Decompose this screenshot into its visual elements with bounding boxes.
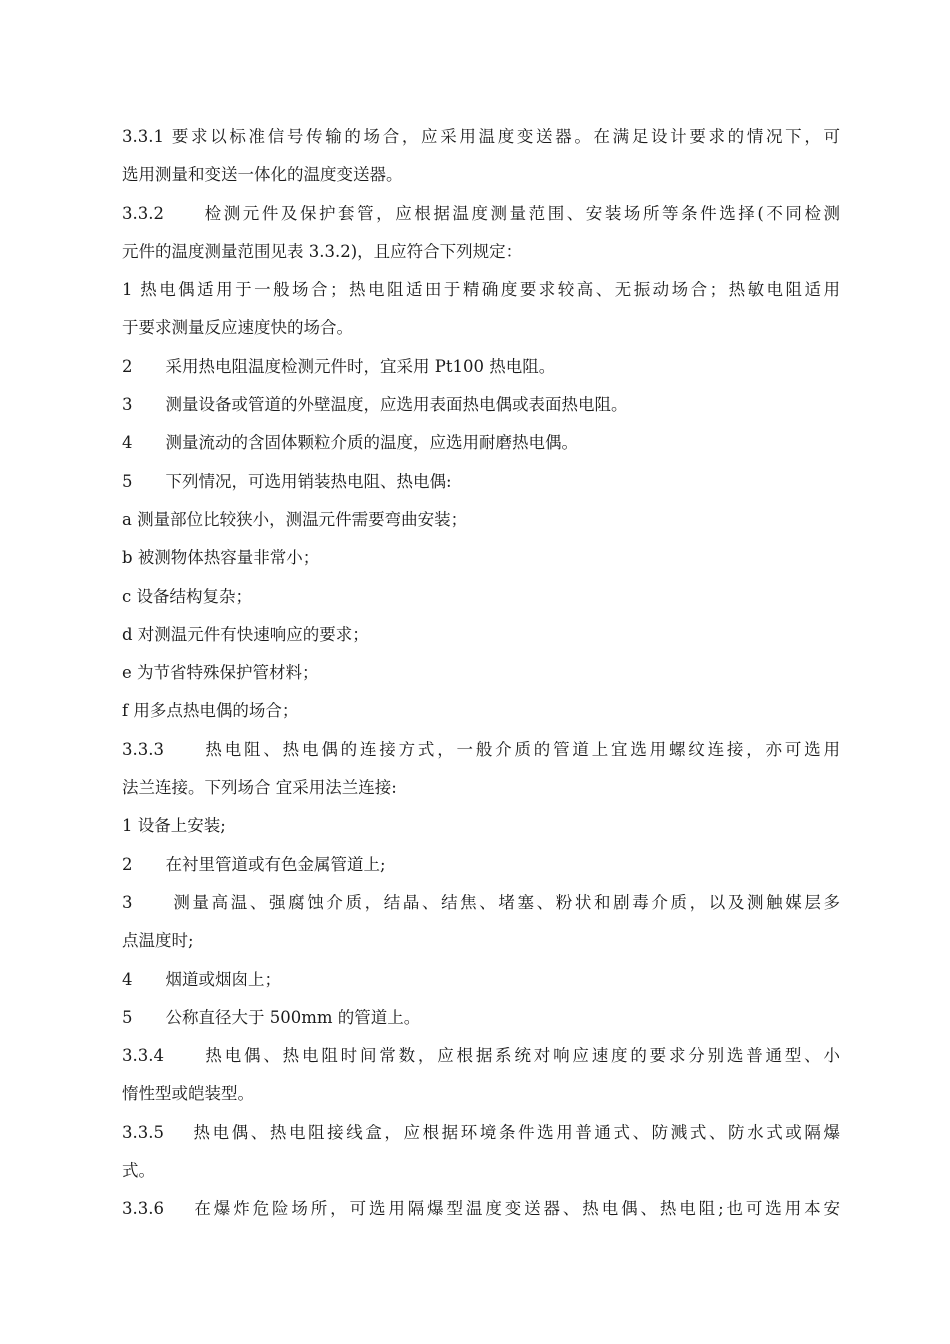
text-line: d 对测温元件有快速响应的要求； (122, 624, 369, 644)
text-line: 3 测量高温、强腐蚀介质，结晶、结焦、堵塞、粉状和剧毒介质，以及测触媒层多 (122, 892, 840, 912)
text-line: 3.3.4 热电偶、热电阻时间常数，应根据系统对响应速度的要求分别选普通型、小 (122, 1046, 840, 1066)
text-line: b 被测物体热容量非常小； (122, 548, 320, 568)
text-line: 元件的温度测量范围见表 3.3.2)，且应符合下列规定： (122, 241, 523, 261)
text-line: 1 热电偶适用于一般场合；热电阻适田于精确度要求较高、无振动场合；热敏电阻适用 (122, 280, 840, 300)
text-line: 2 采用热电阻温度检测元件时，宜采用 Pt100 热电阻。 (122, 356, 556, 376)
text-line: 惰性型或皑装型。 (122, 1084, 254, 1104)
text-line: 4 测量流动的含固体颗粒介质的温度，应选用耐磨热电偶。 (122, 433, 578, 453)
text-line: 2 在衬里管道或有色金属管道上; (122, 854, 386, 874)
text-line: 3.3.2 检测元件及保护套管，应根据温度测量范围、安装场所等条件选择(不同检测 (122, 203, 840, 223)
text-line: c 设备结构复杂； (122, 586, 252, 606)
text-line: 式。 (122, 1161, 155, 1181)
text-line: 3 测量设备或管道的外壁温度，应选用表面热电偶或表面热电阻。 (122, 395, 628, 415)
text-line: a 测量部位比较狭小，测温元件需要弯曲安装； (122, 509, 468, 529)
text-line: 5 公称直径大于 500mm 的管道上。 (122, 1007, 421, 1027)
text-line: 3.3.1 要求以标准信号传输的场合，应采用温度变送器。在满足设计要求的情况下，可 (122, 127, 840, 146)
text-line: 3.3.6 在爆炸危险场所，可选用隔爆型温度变送器、热电偶、热电阻;也可选用本安 (122, 1199, 840, 1219)
text-line: 4 烟道或烟囱上； (122, 969, 281, 989)
text-line: 3.3.5 热电偶、热电阻接线盒，应根据环境条件选用普通式、防溅式、防水式或隔爆 (122, 1122, 840, 1142)
document-body (122, 118, 840, 1229)
text-line: e 为节省特殊保护管材料； (122, 663, 319, 683)
text-line: 于要求测量反应速度快的场合。 (122, 318, 353, 338)
text-line: 选用测量和变送一体化的温度变送器。 (122, 165, 403, 185)
text-line: 5 下列情况，可选用销装热电阻、热电偶: (122, 471, 452, 491)
text-line: 法兰连接。下列场合 宜采用法兰连接: (122, 778, 397, 798)
text-line: f 用多点热电偶的场合； (122, 701, 299, 721)
text-line: 点温度时; (122, 931, 194, 951)
text-line: 3.3.3 热电阻、热电偶的连接方式，一般介质的管道上宜选用螺纹连接，亦可选用 (122, 739, 840, 759)
text-line: 1 设备上安装; (122, 816, 226, 836)
